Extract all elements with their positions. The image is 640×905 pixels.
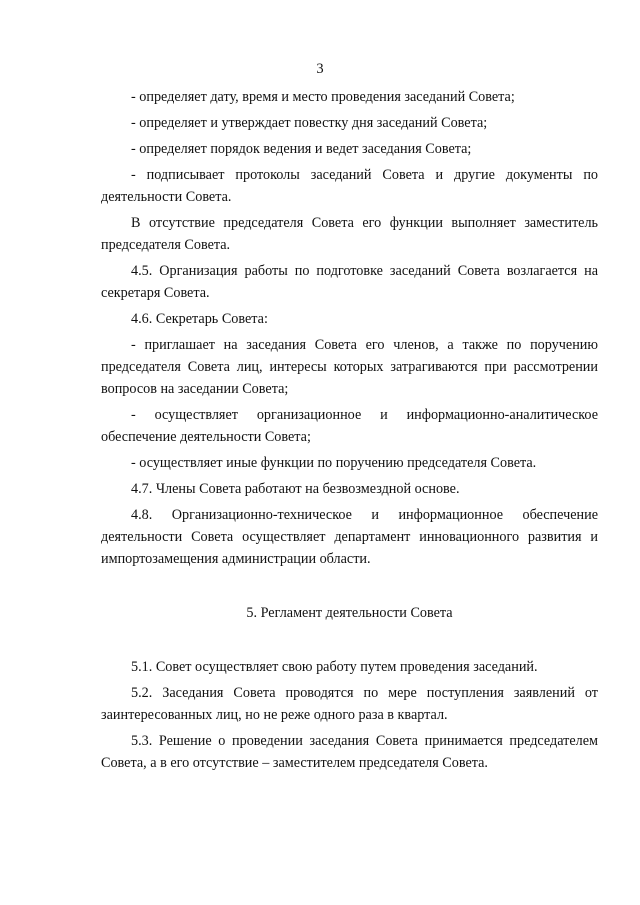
paragraph: 5.2. Заседания Совета проводятся по мере поступления заявлений от заинтересованных лиц, но не реже одного раза в квартал. xyxy=(101,685,598,723)
paragraph: 5.1. Совет осуществляет свою работу путем проведения заседаний. xyxy=(131,659,538,675)
paragraph: 4.6. Секретарь Совета: xyxy=(131,311,268,327)
paragraph: - определяет дату, время и место проведения заседаний Совета; xyxy=(131,89,515,105)
paragraph: - определяет порядок ведения и ведет заседания Совета; xyxy=(131,141,472,157)
paragraph: 4.8. Организационно-техническое и информационное обеспечение деятельности Совета осуществляет департамент инновационного развития и импортозамещения администрации области. xyxy=(101,507,598,567)
paragraph: - приглашает на заседания Совета его членов, а также по поручению председателя Совета лиц, интересы которых затрагиваются при рассмотрении вопросов на заседании Совета; xyxy=(101,337,598,397)
paragraph: - определяет и утверждает повестку дня заседаний Совета; xyxy=(131,115,488,131)
section-heading: 5. Регламент деятельности Совета xyxy=(246,605,453,621)
paragraph: 4.7. Члены Совета работают на безвозмездной основе. xyxy=(131,481,460,497)
paragraph: В отсутствие председателя Совета его функции выполняет заместитель председателя Совета. xyxy=(101,215,598,253)
paragraph: - осуществляет иные функции по поручению председателя Совета. xyxy=(131,455,537,471)
paragraph: - подписывает протоколы заседаний Совета и другие документы по деятельности Совета. xyxy=(101,167,598,205)
paragraph: 5.3. Решение о проведении заседания Совета принимается председателем Совета, а в его отсутствие – заместителем председателя Совета. xyxy=(101,733,598,771)
document-body xyxy=(101,86,598,778)
page-number: 3 xyxy=(316,61,324,77)
paragraph: 4.5. Организация работы по подготовке заседаний Совета возлагается на секретаря Совета. xyxy=(101,263,598,301)
paragraph: - осуществляет организационное и информационно-аналитическое обеспечение деятельности Совета; xyxy=(101,407,598,445)
